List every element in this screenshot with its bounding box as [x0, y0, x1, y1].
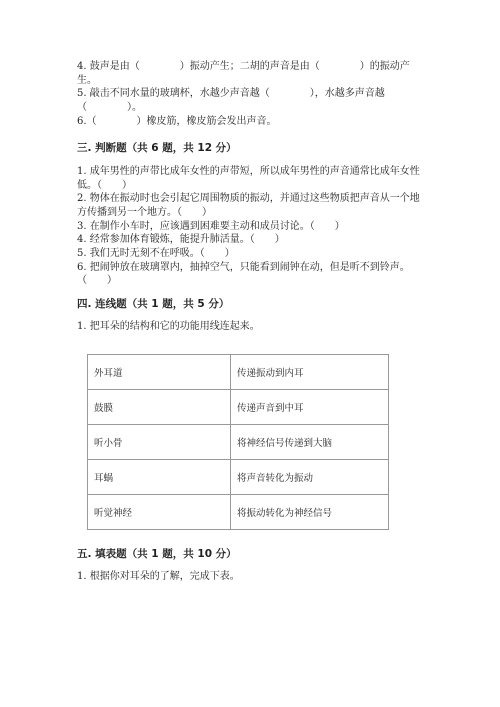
- fill-table-question: 1. 根据你对耳朵的了解，完成下表。: [77, 571, 240, 582]
- ear-structure-cell: 鼓膜: [88, 390, 231, 425]
- judge-q6-line-1: 6. 把闹钟放在玻璃罩内，抽掉空气，只能看到闹钟在动，但是听不到铃声。: [77, 262, 410, 273]
- section-5-heading: 五. 填表题（共 1 题，共 10 分）: [77, 548, 237, 560]
- table-row: [88, 425, 389, 460]
- ear-function-cell: 传递声音到中耳: [231, 390, 389, 425]
- ear-function-cell: 传递振动到内耳: [231, 355, 389, 390]
- judge-q2-line-2: 方传播到另一个地方。（ ）: [77, 207, 212, 218]
- ear-structure-cell: 听觉神经: [88, 495, 231, 530]
- question-4-line-2: 生。: [77, 75, 97, 86]
- ear-structure-match-table: [87, 354, 389, 530]
- question-5-line-1: 5. 敲击不同水量的玻璃杯，水越少声音越（ ），水越多声音越: [77, 88, 385, 99]
- ear-structure-cell: 听小骨: [88, 425, 231, 460]
- table-row: [88, 460, 389, 495]
- match-question: 1. 把耳朵的结构和它的功能用线连起来。: [77, 321, 260, 332]
- judge-q5-line: 5. 我们无时无刻不在呼吸。（ ）: [77, 248, 235, 259]
- table-row: [88, 355, 389, 390]
- question-6-line: 6.（ ）橡皮筋，橡皮筋会发出声音。: [77, 116, 277, 127]
- question-4-line-1: 4. 鼓声是由（ ）振动产生；二胡的声音是由（ ）的振动产: [77, 61, 410, 72]
- judge-q4-line: 4. 经常参加体育锻炼，能提升肺活量。（ ）: [77, 234, 285, 245]
- judge-q2-line-1: 2. 物体在振动时也会引起它周围物质的振动，并通过这些物质把声音从一个地: [77, 193, 420, 204]
- question-5-line-2: （ ）。: [77, 102, 142, 113]
- ear-function-cell: 将振动转化为神经信号: [231, 495, 389, 530]
- table-row: [88, 390, 389, 425]
- section-3-heading: 三. 判断题（共 6 题，共 12 分）: [77, 142, 237, 154]
- judge-q1-line-1: 1. 成年男性的声带比成年女性的声带短，所以成年男性的声音通常比成年女性: [77, 166, 420, 177]
- judge-q3-line: 3. 在制作小车时，应该遇到困难要主动和成员讨论。（ ）: [77, 221, 345, 232]
- section-4-heading: 四. 连线题（共 1 题，共 5 分）: [77, 298, 230, 310]
- ear-function-cell: 将神经信号传递到大脑: [231, 425, 389, 460]
- ear-function-cell: 将声音转化为振动: [231, 460, 389, 495]
- judge-q1-line-2: 低。（ ）: [77, 180, 132, 191]
- ear-structure-cell: 外耳道: [88, 355, 231, 390]
- table-row: [88, 495, 389, 530]
- judge-q6-line-2: （ ）: [77, 275, 117, 286]
- ear-structure-cell: 耳蜗: [88, 460, 231, 495]
